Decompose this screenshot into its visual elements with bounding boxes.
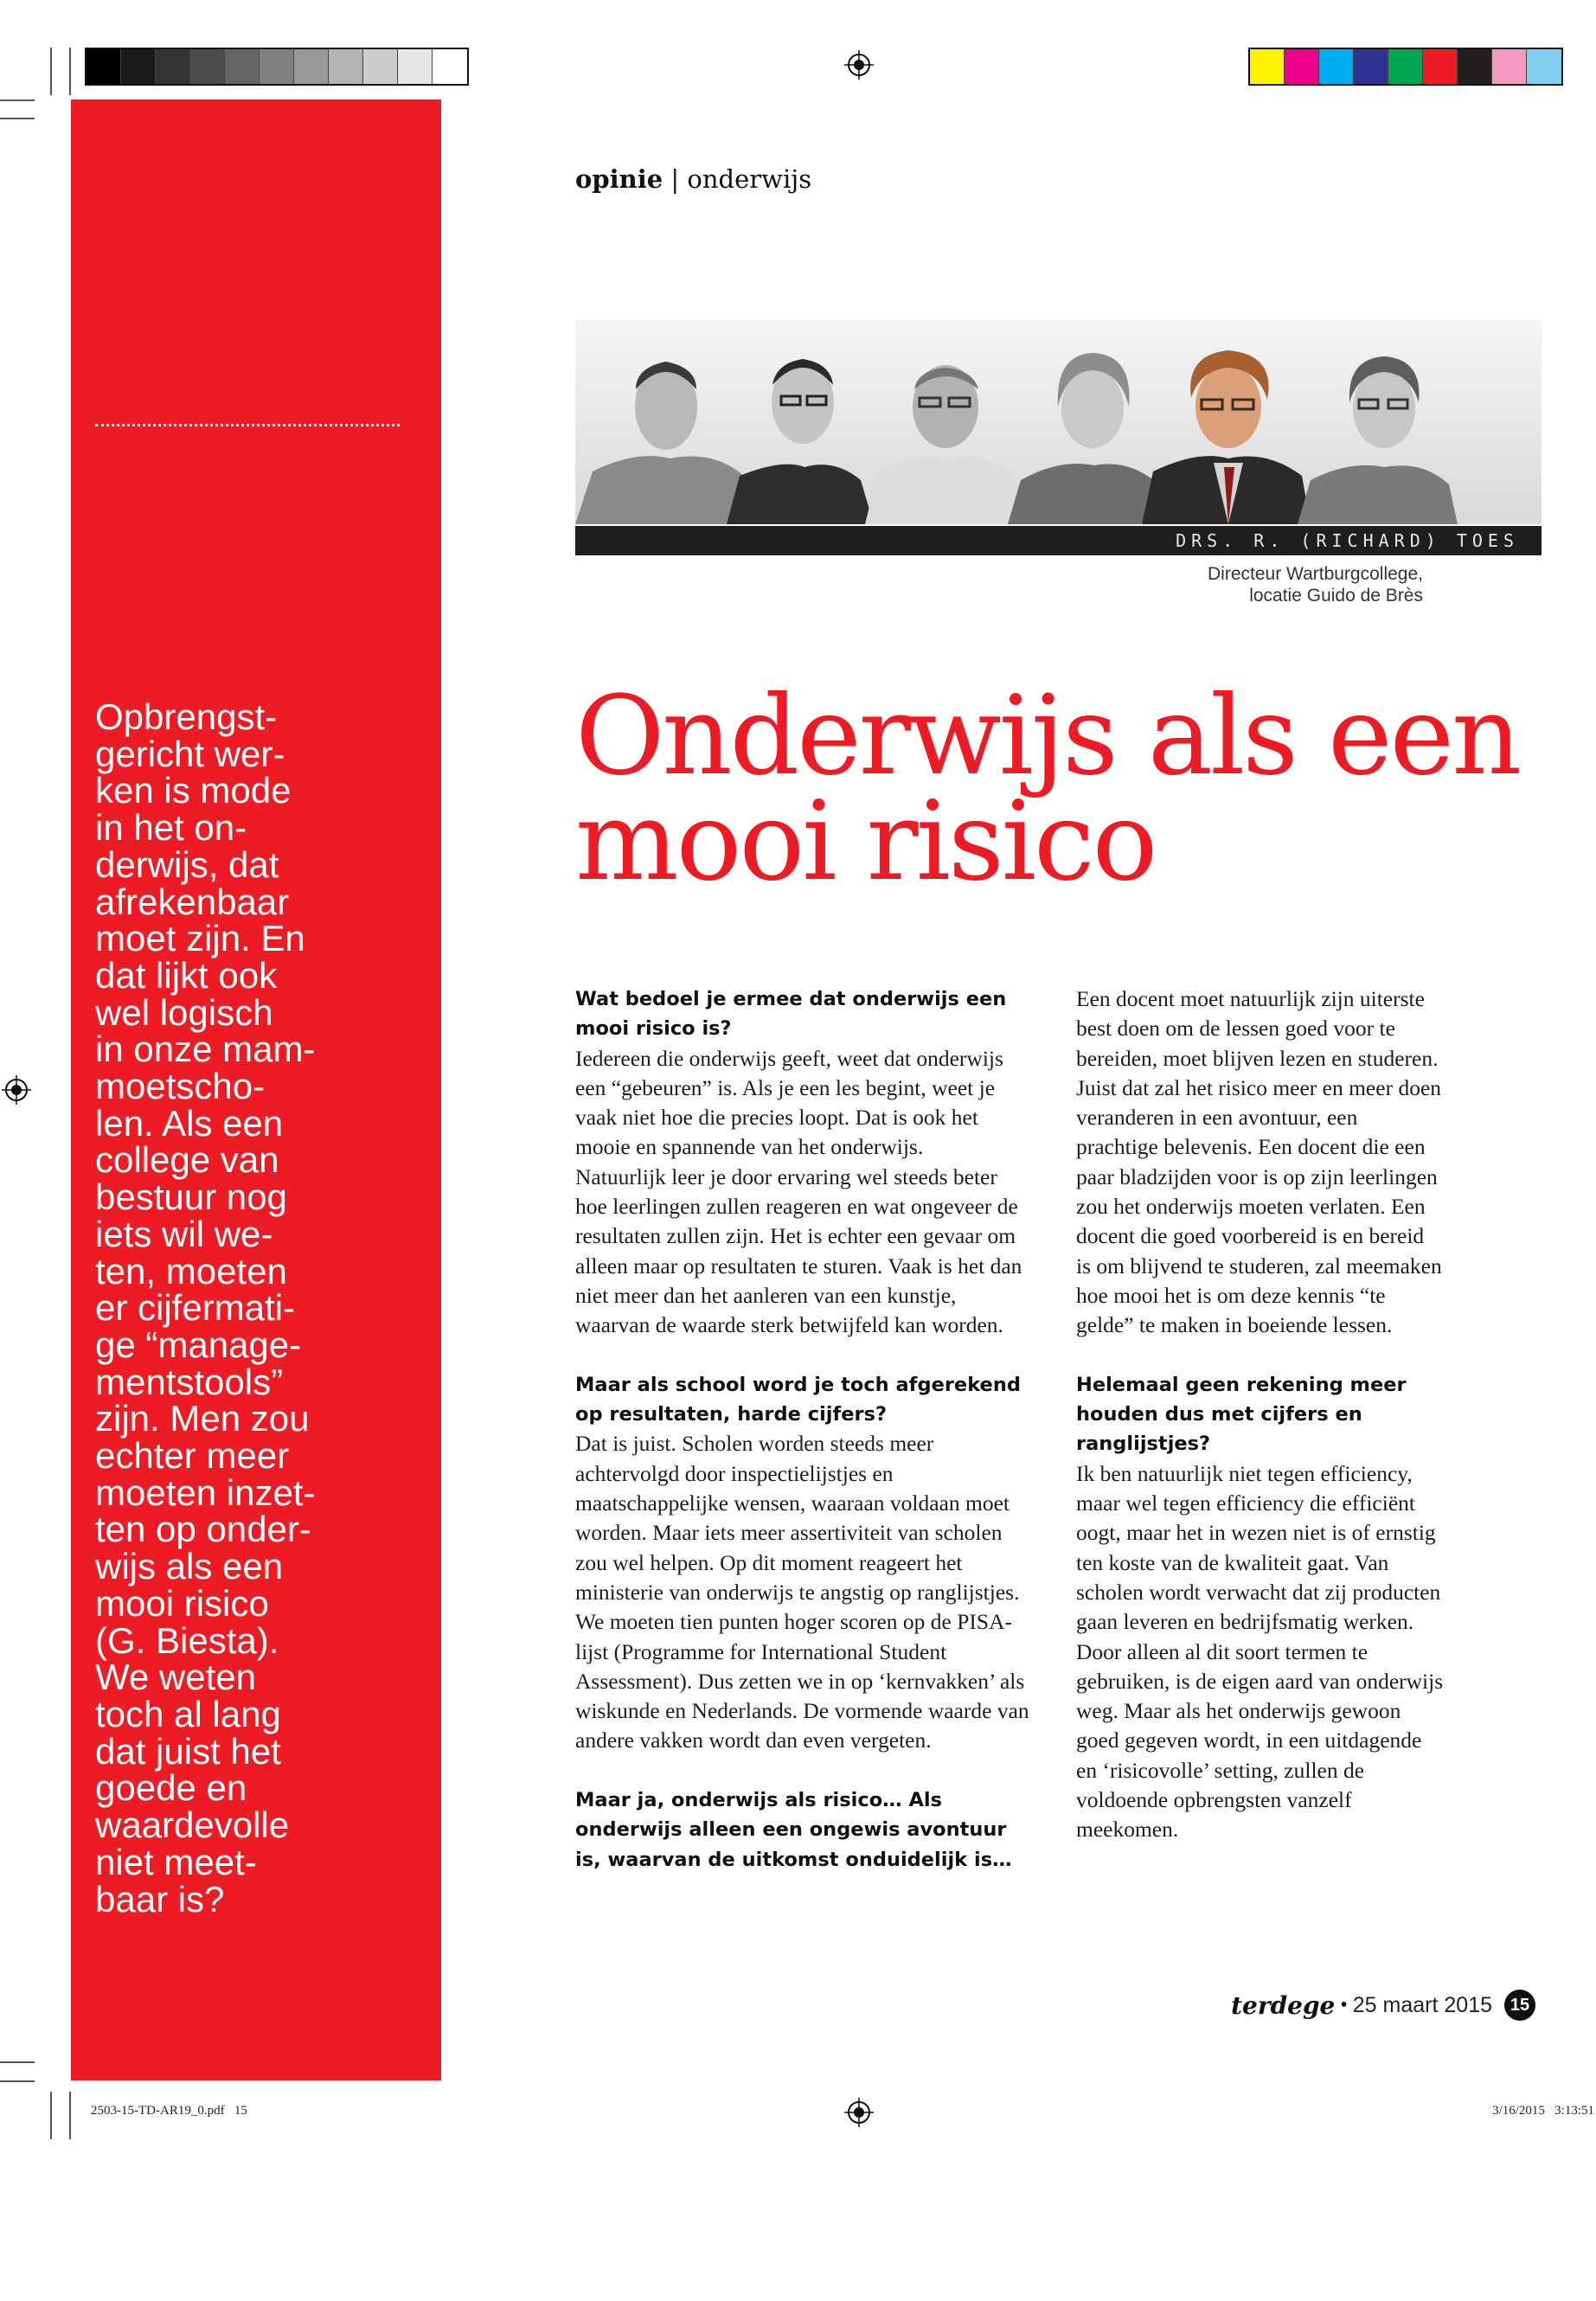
answer-paragraph: Ik ben natuurlijk niet tegen efficiency, maar wel tegen efficiency die efficiënt oogt, maar het in wezen niet is of ernstig ten koste van de kwaliteit gaat. Van scholen wordt verwacht dat zij producten gaan leveren en bedrijfsmatig werken. Door alleen al dit soort termen te gebruiken, is de eigen aard van onderwijs weg. Maar als het onderwijs gewoon goed gegeven wordt, in een uitdagende en ‘risicovolle’ setting, zullen de voldoende opbrengsten vanzelf meekomen. bbox=[1076, 1460, 1444, 1843]
portrait-4 bbox=[1008, 353, 1168, 524]
headline-line-1: Onderwijs als een bbox=[575, 672, 1520, 799]
crop-mark bbox=[0, 2061, 35, 2063]
page-footer bbox=[1231, 1990, 1535, 2021]
crop-mark bbox=[0, 118, 35, 119]
interview-question: Maar ja, onderwijs als risico… Als onderwijs alleen een ongewis avontuur is, waarvan de uitkomst onduidelijk is… bbox=[575, 1789, 1012, 1871]
answer-paragraph: Dat is juist. Scholen worden steeds meer achtervolgd door inspectielijstjes en maatschappelijke wensen, waaraan voldaan moet worden. Maar iets meer assertiviteit van scholen zou wel helpen. Op dit moment reageert het ministerie van onderwijs te angstig op ranglijstjes. We moeten tien punten hoger scoren op de PISA-lijst (Programme for International Student Assessment). Dus zetten we in op ‘kernvakken’ als wiskunde en Nederlands. De vormende waarde van andere vakken wordt dan even vergeten. bbox=[575, 1431, 1029, 1753]
rubric-separator: | bbox=[670, 164, 680, 194]
pullquote: Opbrengst- gericht wer- ken is mode in het on- derwijs, dat afrekenbaar moet zijn. En dat lijkt ook wel logisch in onze mam- moetscho- len. Als een college van bestuur nog iets wil we- ten, moeten er cijfermati- ge “manage- mentstools” zijn. Men zou echter meer moeten inzet- ten op onder- wijs als een mooi risico (G. Biesta). We weten toch al lang dat juist het goede en waardevolle niet meet- baar is? bbox=[95, 696, 316, 1920]
registration-mark-icon bbox=[2, 1075, 31, 1105]
portrait-1 bbox=[575, 362, 753, 524]
article-column-left bbox=[575, 984, 1034, 1875]
crop-mark bbox=[0, 99, 35, 101]
author-name: DRS. R. (RICHARD) TOES bbox=[1176, 530, 1519, 551]
dotted-divider bbox=[95, 424, 400, 426]
article-column-right bbox=[1076, 984, 1444, 1845]
issue-date: 25 maart 2015 bbox=[1352, 1992, 1492, 2017]
section-rubric bbox=[575, 164, 811, 194]
grayscale-calibration-bar bbox=[85, 48, 469, 86]
crop-mark bbox=[69, 48, 71, 95]
crop-mark bbox=[69, 2092, 71, 2139]
portrait-3 bbox=[865, 365, 1021, 524]
portrait-2 bbox=[727, 359, 874, 524]
answer-paragraph: Een docent moet natuurlijk zijn uiterste best doen om de lessen goed voor te bereiden, moet blijven lezen en studeren. Juist dat zal het risico meer en meer doen veranderen in een avontuur, een prachtige belevenis. Een docent die een paar bladzijden voor is op zijn leerlingen zou het onderwijs moeten verlaten. Een docent die goed voorbereid is en bereid is om blijvend te studeren, zal meemaken hoe mooi het is om deze kennis “te gelde” te maken in boeiende lessen. bbox=[1076, 986, 1442, 1338]
registration-mark-icon bbox=[844, 2098, 874, 2127]
author-location: locatie Guido de Brès bbox=[1249, 586, 1423, 606]
magazine-logo: terdege bbox=[1231, 1990, 1336, 2020]
interview-question: Maar als school word je toch afgerekend op resultaten, harde cijfers? bbox=[575, 1373, 1021, 1426]
page-number: 15 bbox=[1504, 1990, 1535, 2021]
crop-mark bbox=[50, 48, 52, 95]
article-headline bbox=[575, 672, 1570, 905]
interview-question: Helemaal geen rekening meer houden dus met cijfers en ranglijstjes? bbox=[1076, 1373, 1407, 1456]
section-label: opinie bbox=[575, 164, 663, 194]
headline-line-2: mooi risico bbox=[575, 778, 1156, 905]
crop-mark bbox=[50, 2092, 52, 2139]
answer-paragraph: Natuurlijk leer je door ervaring wel steeds beter hoe leerlingen zullen reageren en wat ongeveer de resultaten zullen zijn. Het is echter een gevaar om alleen maar op resultaten te sturen. Vaak is het dan niet meer dan het aanleren van een kunstje, waarvan de waarde sterk betwijfeld kan worden. bbox=[575, 1163, 1022, 1338]
crop-mark bbox=[0, 2080, 35, 2082]
topic-label: onderwijs bbox=[687, 164, 812, 194]
color-calibration-bar bbox=[1248, 48, 1563, 86]
author-role: Directeur Wartburgcollege, bbox=[1208, 564, 1423, 584]
portrait-group-image bbox=[575, 320, 1542, 524]
author-caption bbox=[1125, 563, 1423, 606]
footer-bullet: • bbox=[1340, 1993, 1348, 2016]
author-name-bar bbox=[575, 526, 1542, 555]
answer-paragraph: Iedereen die onderwijs geeft, weet dat onderwijs een “gebeuren” is. Als je een les begint, weet je vaak niet hoe die precies loopt. Dat is ook het mooie en spannende van het onderwijs. bbox=[575, 1045, 1003, 1160]
interview-question: Wat bedoel je ermee dat onderwijs een mooi risico is? bbox=[575, 988, 1007, 1041]
portrait-5 bbox=[1142, 350, 1311, 524]
print-slug-file: 2503-15-TD-AR19_0.pdf 15 bbox=[91, 2104, 247, 2118]
author-photo-strip bbox=[575, 320, 1542, 524]
registration-mark-icon bbox=[844, 50, 874, 80]
portrait-6 bbox=[1298, 356, 1458, 524]
print-slug-timestamp: 3/16/2015 3:13:51 bbox=[1492, 2104, 1594, 2118]
